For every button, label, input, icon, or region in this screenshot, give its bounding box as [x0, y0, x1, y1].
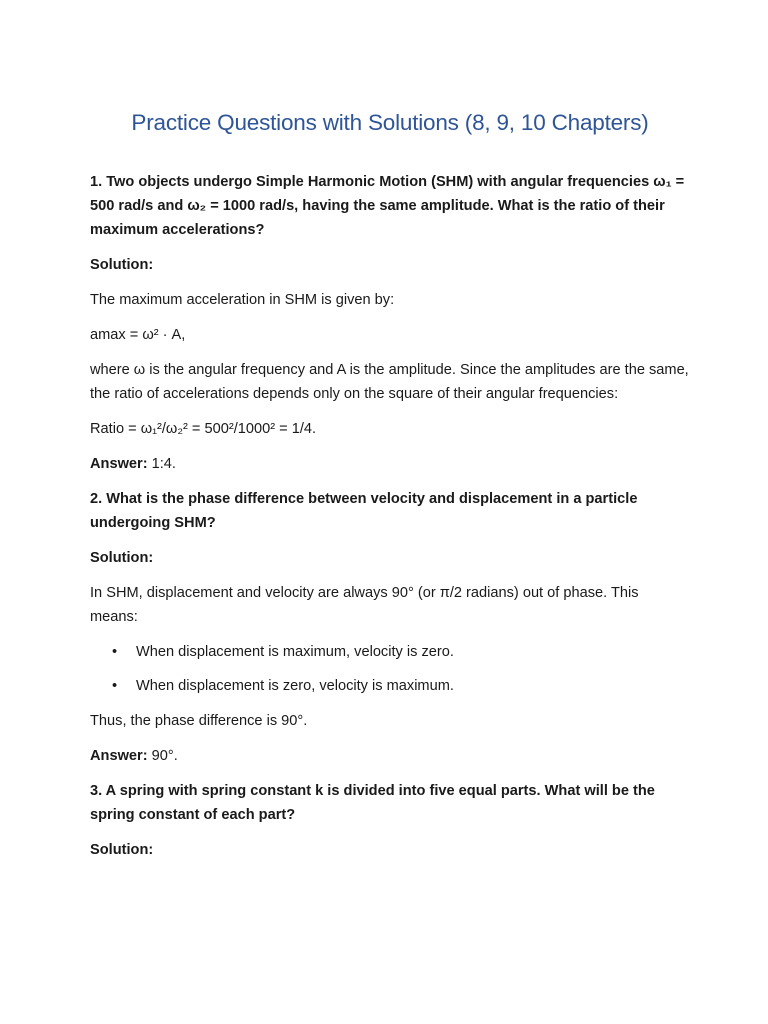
solution-1-paragraph-1: The maximum acceleration in SHM is given by:	[90, 292, 395, 308]
bullet-text: When displacement is zero, velocity is maximum.	[136, 678, 454, 694]
bullet-dot-icon: •	[112, 644, 118, 660]
list-item	[90, 640, 690, 664]
bullet-dot-icon: •	[112, 678, 118, 694]
document-page	[90, 110, 690, 873]
list-item	[90, 674, 690, 698]
bullet-text: When displacement is maximum, velocity is zero.	[136, 644, 454, 660]
solution-label-3: Solution:	[90, 842, 154, 858]
document-title: Practice Questions with Solutions (8, 9, 10 Chapters)	[131, 110, 649, 135]
answer-label-2: Answer:	[90, 748, 148, 764]
solution-2-conclusion: Thus, the phase difference is 90°.	[90, 713, 308, 729]
answer-label-1: Answer:	[90, 456, 148, 472]
answer-1-value: 1:4.	[151, 456, 176, 472]
question-1: 1. Two objects undergo Simple Harmonic Motion (SHM) with angular frequencies ω₁ = 500 rad/s and ω₂ = 1000 rad/s, having the same amplitude. What is the ratio of their maximum accelerations?	[90, 174, 685, 238]
solution-2-bullet-list	[90, 640, 690, 698]
answer-1	[90, 452, 690, 476]
solution-1-formula: amax = ω² · A,	[90, 327, 186, 343]
question-2: 2. What is the phase difference between velocity and displacement in a particle undergoing SHM?	[90, 491, 638, 531]
question-3: 3. A spring with spring constant k is divided into five equal parts. What will be the spring constant of each part?	[90, 783, 655, 823]
answer-2	[90, 744, 690, 768]
solution-1-paragraph-3: where ω is the angular frequency and A is the amplitude. Since the amplitudes are the same, the ratio of accelerations depends only on the square of their angular frequencies:	[90, 362, 689, 402]
solution-label-2: Solution:	[90, 550, 154, 566]
solution-1-ratio: Ratio = ω₁²/ω₂² = 500²/1000² = 1/4.	[90, 421, 317, 437]
solution-2-paragraph-1: In SHM, displacement and velocity are always 90° (or π/2 radians) out of phase. This means:	[90, 585, 639, 625]
answer-2-value: 90°.	[151, 748, 178, 764]
solution-label-1: Solution:	[90, 257, 154, 273]
